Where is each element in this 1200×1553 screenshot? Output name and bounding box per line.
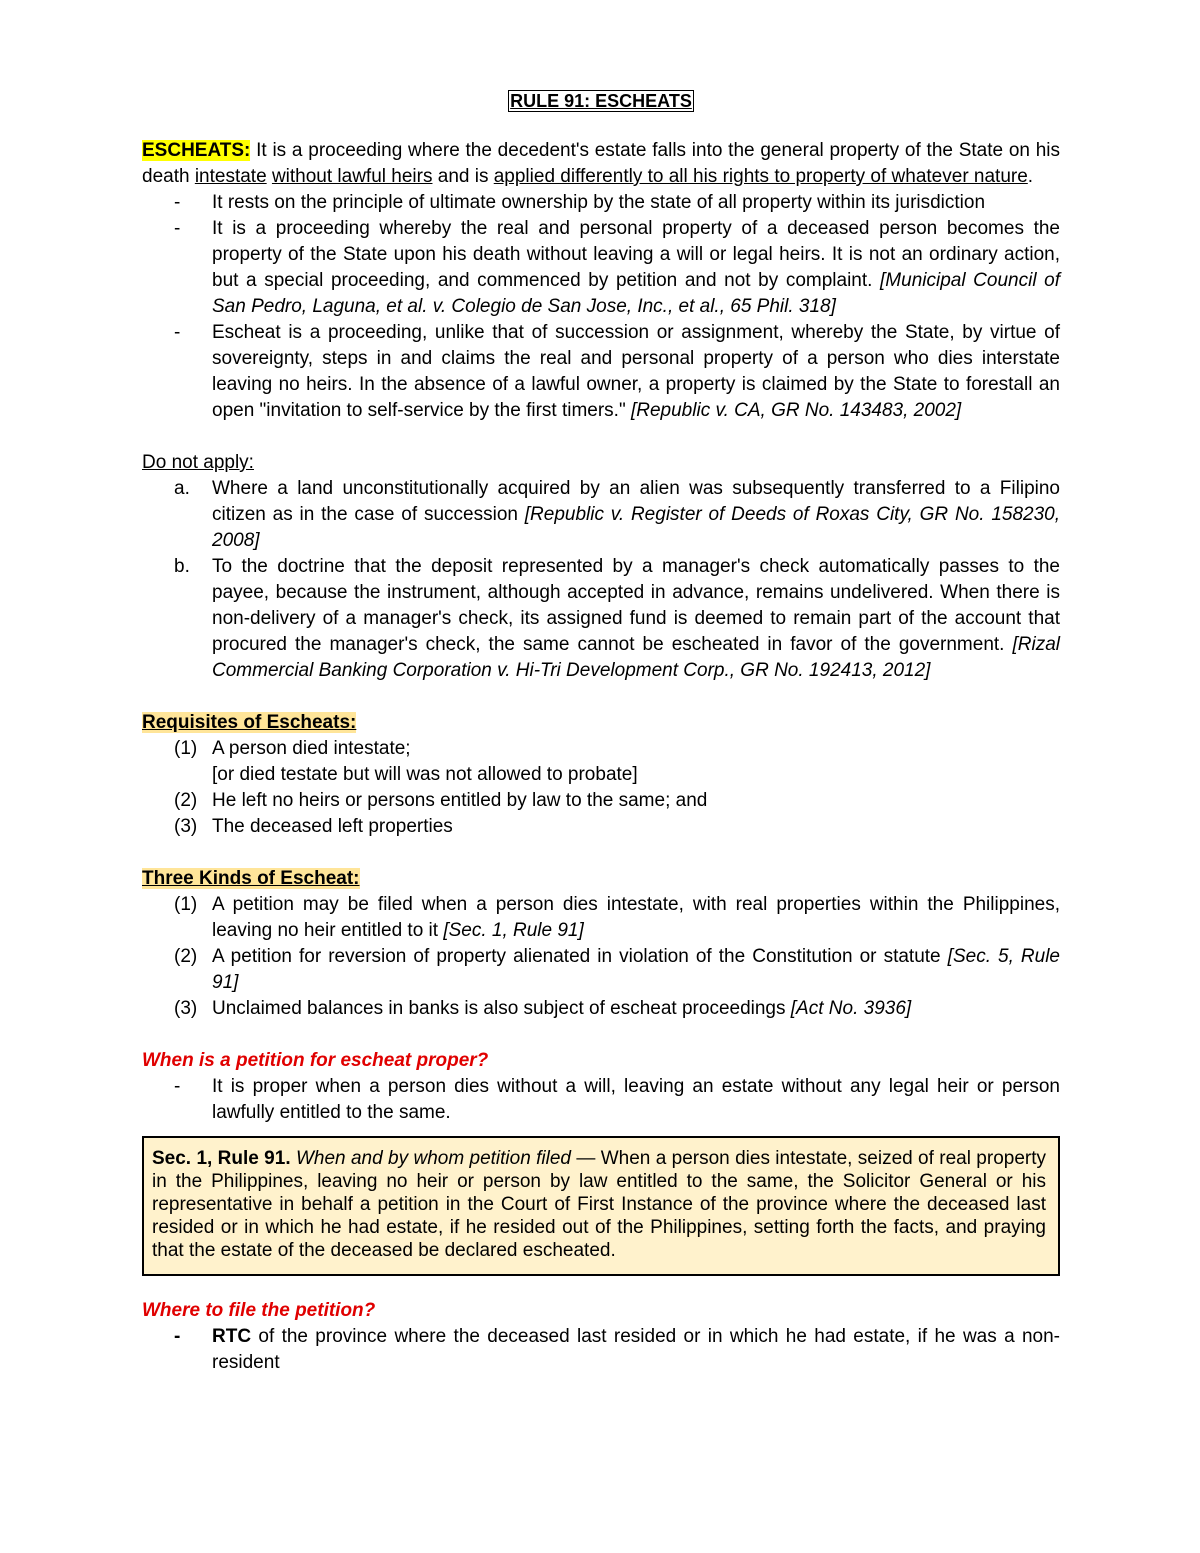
list-item: - RTC of the province where the deceased last resided or in which he had estate, if he was a non-resident (174, 1326, 1060, 1373)
intro-underline-heirs: without lawful heirs (271, 166, 433, 187)
where-question: Where to file the petition? (142, 1300, 376, 1321)
citation: [Republic v. CA, GR No. 143483, 2002] (630, 400, 962, 421)
dash-marker: - (174, 218, 181, 239)
intro-underline-intestate: intestate (194, 166, 267, 187)
list-item: (1) A person died intestate; [or died testate but will was not allowed to probate] (174, 738, 638, 785)
list-item: a. Where a land unconstitutionally acquired by an alien was subsequently transferred to a Filipino citizen as in the case of succession [Republic v. Register of Deeds of Roxas City, GR No. 158230, 2008] (174, 478, 1060, 551)
dash-marker: - (174, 1076, 181, 1097)
intro-paragraph: ESCHEATS: It is a proceeding where the decedent's estate falls into the general property of the State on his death intestate without lawful heirs and is applied differently to all his rights to property of whatever nature. (142, 140, 1060, 187)
requisites-heading: Requisites of Escheats: (142, 712, 357, 733)
rtc-label: RTC (212, 1326, 252, 1347)
list-item: - It is a proceeding whereby the real and personal property of a deceased person becomes the property of the State upon his death without leaving a will or legal heirs. It is not an ordinary action, but a special proceeding, and commenced by petition and not by complaint. [Municipal Council of San Pedro, Laguna, et al. v. Colegio de San Jose, Inc., et al., 65 Phil. 318] (174, 218, 1060, 317)
page-title (142, 88, 1060, 114)
sec-1-rule-91-box (142, 1136, 1060, 1276)
document-content (142, 88, 1060, 1376)
list-item: (2) A petition for reversion of property alienated in violation of the Constitution or statute [Sec. 5, Rule 91] (174, 946, 1060, 993)
kinds-heading: Three Kinds of Escheat: (142, 868, 360, 889)
list-item: (1) A petition may be filed when a person dies intestate, with real properties within the Philippines, leaving no heir entitled to it [Sec. 1, Rule 91] (174, 894, 1060, 941)
box-text: — When a person dies intestate, seized of real property in the Philippines, leaving no heir or person by law entitled to the same, the Solicitor General or his representative in behalf a petition in the Court of First Instance of the province where the deceased last resided or in which he had estate, if he resided out of the Philippines, setting forth the facts, and praying that the estate of the deceased be declared escheated. (152, 1148, 1047, 1261)
list-item: (3) The deceased left properties (174, 816, 453, 837)
kinds-list (142, 892, 1060, 1022)
escheats-label: ESCHEATS: (142, 140, 251, 161)
list-item: b. To the doctrine that the deposit represented by a manager's check automatically passes to the payee, because the instrument, although accepted in advance, remains undelivered. When there is non-delivery of a manager's check, its assigned fund is deemed to remain part of the account that procured the manager's check, the same cannot be escheated in favor of the government. [Rizal Commercial Banking Corporation v. Hi-Tri Development Corp., GR No. 192413, 2012] (174, 556, 1060, 681)
box-subject: When and by whom petition filed (295, 1148, 571, 1169)
where-list (142, 1324, 1060, 1376)
box-label: Sec. 1, Rule 91. (152, 1148, 291, 1169)
intro-text-2: and is (432, 166, 494, 187)
escheat-dash-list (142, 190, 1060, 424)
dash-marker: - (174, 192, 181, 213)
proper-list (142, 1074, 1060, 1126)
citation: [Republic v. Register of Deeds of Roxas City, GR No. 158230, 2008] (212, 504, 1060, 551)
intro-text-1: It is a proceeding where the decedent's estate falls into the general property of the State on his death (142, 140, 1060, 187)
citation: [Municipal Council of San Pedro, Laguna, et al. v. Colegio de San Jose, Inc., et al., 65 Phil. 318] (212, 270, 1060, 317)
list-item: - It rests on the principle of ultimate ownership by the state of all property within its jurisdiction (142, 190, 1060, 216)
list-item: (2) He left no heirs or persons entitled by law to the same; and (174, 790, 708, 811)
list-item: - It is proper when a person dies without a will, leaving an estate without any legal heir or person lawfully entitled to the same. (174, 1076, 1060, 1123)
not-apply-heading: Do not apply: (142, 452, 254, 473)
dash-marker: - (174, 1326, 181, 1347)
requisites-list (142, 736, 1060, 840)
proper-question: When is a petition for escheat proper? (142, 1050, 489, 1071)
title-text: RULE 91: ESCHEATS (510, 91, 692, 111)
intro-underline-applied: applied differently to all his rights to property of whatever nature (493, 166, 1028, 187)
citation: [Sec. 1, Rule 91] (443, 920, 584, 941)
list-item: (3) Unclaimed balances in banks is also subject of escheat proceedings [Act No. 3936] (174, 998, 912, 1019)
citation: [Rizal Commercial Banking Corporation v. Hi-Tri Development Corp., GR No. 192413, 2012] (212, 634, 1060, 681)
dash-marker: - (174, 322, 181, 343)
not-apply-list (142, 476, 1060, 684)
citation: [Act No. 3936] (790, 998, 912, 1019)
list-item: - Escheat is a proceeding, unlike that of succession or assignment, whereby the State, by virtue of sovereignty, steps in and claims the real and personal property of a person who dies interstate leaving no heirs. In the absence of a lawful owner, a property is claimed by the State to forestall an open "invitation to self-service by the first timers." [Republic v. CA, GR No. 143483, 2002] (174, 322, 1060, 421)
citation: [Sec. 5, Rule 91] (212, 946, 1060, 993)
